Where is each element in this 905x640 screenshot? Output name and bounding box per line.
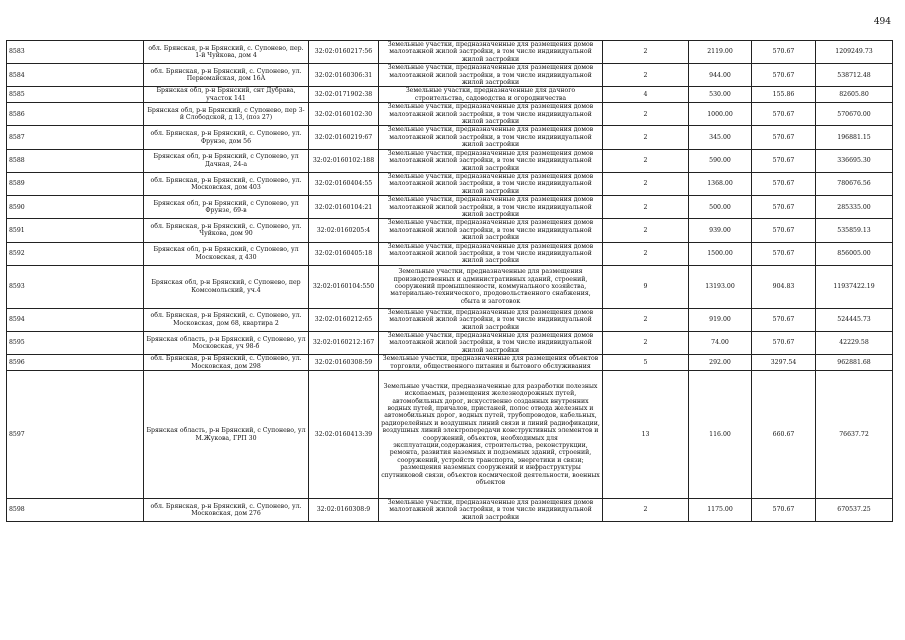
land-use-cell: Земельные участки, предназначенные для размещения домов малоэтажной жилой застройки, в том числе индивидуальной жилой застройки [379,219,603,242]
address-cell: Брянская обл, р-н Брянский, с Супонево, пер Комсомольский, уч.4 [144,265,309,308]
area-cell: 939.00 [689,219,752,242]
group-cell: 9 [603,265,689,308]
table-row [7,103,893,126]
specific-value-cell: 660.67 [752,371,816,499]
area-cell: 1000.00 [689,103,752,126]
cadastral-value-cell: 856005.00 [816,242,893,265]
cadastral-number-cell: 32:02:0160405:18 [309,242,379,265]
specific-value-cell: 570.67 [752,103,816,126]
specific-value-cell: 904.83 [752,265,816,308]
area-cell: 292.00 [689,355,752,371]
cadastral-value-cell: 196881.15 [816,126,893,149]
cadastral-value-cell: 538712.48 [816,64,893,87]
area-cell: 116.00 [689,371,752,499]
cadastral-number-cell: 32:02:0160306:31 [309,64,379,87]
cadastral-value-table [6,40,893,522]
land-use-cell: Земельные участки, предназначенные для размещения домов малоэтажной жилой застройки, в том числе индивидуальной жилой застройки [379,242,603,265]
cadastral-value-cell: 1209249.73 [816,41,893,64]
specific-value-cell: 570.67 [752,64,816,87]
cadastral-value-cell: 962881.68 [816,355,893,371]
specific-value-cell: 570.67 [752,126,816,149]
group-cell: 2 [603,103,689,126]
land-use-cell: Земельные участки, предназначенные для размещения производственных и административных зданий, строений, сооружений промышленности, коммунального хозяйства, материально-технического, продовольственного снабжения, сбыта и заготовок [379,265,603,308]
table-row [7,265,893,308]
cadastral-number-cell: 32:02:0160104:550 [309,265,379,308]
specific-value-cell: 570.67 [752,308,816,331]
row-number: 8592 [7,242,144,265]
group-cell: 2 [603,149,689,172]
area-cell: 919.00 [689,308,752,331]
area-cell: 1500.00 [689,242,752,265]
cadastral-number-cell: 32:02:0160102:188 [309,149,379,172]
cadastral-number-cell: 32:02:0160205:4 [309,219,379,242]
cadastral-number-cell: 32:02:0160217:56 [309,41,379,64]
row-number: 8583 [7,41,144,64]
land-use-cell: Земельные участки, предназначенные для размещения объектов торговли, общественного питания и бытового обслуживания [379,355,603,371]
cadastral-value-cell: 42229.58 [816,332,893,355]
land-use-cell: Земельные участки, предназначенные для размещения домов малоэтажной жилой застройки, в том числе индивидуальной жилой застройки [379,172,603,195]
row-number: 8586 [7,103,144,126]
specific-value-cell: 570.67 [752,332,816,355]
land-use-cell: Земельные участки, предназначенные для размещения домов малоэтажной жилой застройки, в том числе индивидуальной жилой застройки [379,64,603,87]
page-number: 494 [873,17,891,27]
cadastral-value-cell: 82605.80 [816,87,893,103]
row-number: 8585 [7,87,144,103]
table-row [7,242,893,265]
table-row [7,41,893,64]
specific-value-cell: 570.67 [752,41,816,64]
row-number: 8595 [7,332,144,355]
specific-value-cell: 570.67 [752,172,816,195]
row-number: 8584 [7,64,144,87]
address-cell: Брянская область, р-н Брянский, с Супонево, ул Московская, уч 98-б [144,332,309,355]
address-cell: обл. Брянская, р-н Брянский, с. Супонево, ул. Московская, дом 403 [144,172,309,195]
address-cell: Брянская обл, р-н Брянский, снт Дубрава, участок 141 [144,87,309,103]
area-cell: 74.00 [689,332,752,355]
land-use-cell: Земельные участки, предназначенные для размещения домов малоэтажной жилой застройки, в том числе индивидуальной жилой застройки [379,126,603,149]
table-row [7,126,893,149]
cadastral-number-cell: 32:02:0160212:65 [309,308,379,331]
group-cell: 2 [603,41,689,64]
land-use-cell: Земельные участки, предназначенные для размещения домов малоэтажной жилой застройки, в том числе индивидуальной жилой застройки [379,41,603,64]
address-cell: обл. Брянская, р-н Брянский, с. Супонево, ул. Московская, дом 298 [144,355,309,371]
table-row [7,196,893,219]
table-row [7,219,893,242]
specific-value-cell: 570.67 [752,149,816,172]
cadastral-number-cell: 32:02:0160308:59 [309,355,379,371]
table-row [7,332,893,355]
table-row [7,149,893,172]
address-cell: Брянская обл, р-н Брянский, с Супонево, ул Фрунзе, 69-в [144,196,309,219]
land-use-cell: Земельные участки, предназначенные для размещения домов малоэтажной жилой застройки, в том числе индивидуальной жилой застройки [379,308,603,331]
address-cell: обл. Брянская, р-н Брянский, с. Супонево, ул. Московская, дом 68, квартира 2 [144,308,309,331]
group-cell: 2 [603,308,689,331]
row-number: 8587 [7,126,144,149]
row-number: 8591 [7,219,144,242]
cadastral-value-cell: 76637.72 [816,371,893,499]
cadastral-value-cell: 336695.30 [816,149,893,172]
row-number: 8589 [7,172,144,195]
cadastral-number-cell: 32:02:0171902:38 [309,87,379,103]
cadastral-number-cell: 32:02:0160102:30 [309,103,379,126]
area-cell: 1368.00 [689,172,752,195]
table-row [7,355,893,371]
row-number: 8594 [7,308,144,331]
land-use-cell: Земельные участки, предназначенные для дачного строительства, садоводства и огородничества [379,87,603,103]
area-cell: 590.00 [689,149,752,172]
group-cell: 4 [603,87,689,103]
row-number: 8593 [7,265,144,308]
row-number: 8590 [7,196,144,219]
group-cell: 2 [603,242,689,265]
cadastral-number-cell: 32:02:0160413:39 [309,371,379,499]
address-cell: обл. Брянская, р-н Брянский, с. Супонево, ул. Московская, дом 276 [144,499,309,522]
specific-value-cell: 570.67 [752,242,816,265]
cadastral-value-cell: 285335.00 [816,196,893,219]
specific-value-cell: 570.67 [752,499,816,522]
group-cell: 2 [603,126,689,149]
row-number: 8598 [7,499,144,522]
land-use-cell: Земельные участки, предназначенные для размещения домов малоэтажной жилой застройки, в том числе индивидуальной жилой застройки [379,332,603,355]
land-use-cell: Земельные участки, предназначенные для размещения домов малоэтажной жилой застройки, в том числе индивидуальной жилой застройки [379,196,603,219]
row-number: 8588 [7,149,144,172]
table-row [7,87,893,103]
area-cell: 2119.00 [689,41,752,64]
cadastral-value-cell: 570670.00 [816,103,893,126]
specific-value-cell: 3297.54 [752,355,816,371]
cadastral-number-cell: 32:02:0160308:9 [309,499,379,522]
table-row [7,172,893,195]
cadastral-value-cell: 780676.56 [816,172,893,195]
group-cell: 2 [603,332,689,355]
cadastral-number-cell: 32:02:0160219:67 [309,126,379,149]
cadastral-value-cell: 524445.73 [816,308,893,331]
specific-value-cell: 570.67 [752,219,816,242]
specific-value-cell: 155.86 [752,87,816,103]
row-number: 8596 [7,355,144,371]
land-use-cell: Земельные участки, предназначенные для размещения домов малоэтажной жилой застройки, в том числе индивидуальной жилой застройки [379,103,603,126]
address-cell: Брянская обл, р-н Брянский, с Супонево, ул Московская, д 430 [144,242,309,265]
group-cell: 13 [603,371,689,499]
land-use-cell: Земельные участки, предназначенные для разработки полезных ископаемых, размещения железнодорожных путей, автомобильных дорог, искусственно созданных внутренних водных путей, причалов, пристаней, полос отвода железных и автомобильных дорог, водных путей, трубопроводов, кабельных, радиорелейных и воздушных линий связи и линий радиофикации, воздушных линий электропередачи конструктивных элементов и сооружений, объектов, необходимых для эксплуатации,содержания, строительства, реконструкции, ремонта, развития наземных и подземных зданий, строений, сооружений, устройств транспорта, энергетики и связи; размещения наземных сооружений и инфраструктуры спутниковой связи, объектов космической деятельности, военных объектов [379,371,603,499]
specific-value-cell: 570.67 [752,196,816,219]
area-cell: 944.00 [689,64,752,87]
area-cell: 500.00 [689,196,752,219]
cadastral-number-cell: 32:02:0160404:55 [309,172,379,195]
group-cell: 2 [603,172,689,195]
address-cell: обл. Брянская, р-н Брянский, с. Супонево, пер. 1-й Чуйкова, дом 4 [144,41,309,64]
area-cell: 13193.00 [689,265,752,308]
group-cell: 2 [603,196,689,219]
table-row [7,371,893,499]
cadastral-number-cell: 32:02:0160212:167 [309,332,379,355]
cadastral-value-cell: 11937422.19 [816,265,893,308]
group-cell: 2 [603,499,689,522]
cadastral-value-cell: 670537.25 [816,499,893,522]
land-use-cell: Земельные участки, предназначенные для размещения домов малоэтажной жилой застройки, в том числе индивидуальной жилой застройки [379,149,603,172]
address-cell: Брянская область, р-н Брянский, с Супонево, ул М.Жукова, ГРП 30 [144,371,309,499]
table-row [7,499,893,522]
row-number: 8597 [7,371,144,499]
address-cell: обл. Брянская, р-н Брянский, с. Супонево, ул. Фрунзе, дом 56 [144,126,309,149]
area-cell: 345.00 [689,126,752,149]
area-cell: 530.00 [689,87,752,103]
table-row [7,64,893,87]
cadastral-number-cell: 32:02:0160104:21 [309,196,379,219]
address-cell: Брянская обл, р-н Брянский, с Супонево, ул Дачная, 24-а [144,149,309,172]
area-cell: 1175.00 [689,499,752,522]
group-cell: 5 [603,355,689,371]
address-cell: Брянская обл, р-н Брянский, с Супонево, пер 3-й Слободской, д 13, (поз 27) [144,103,309,126]
land-use-cell: Земельные участки, предназначенные для размещения домов малоэтажной жилой застройки, в том числе индивидуальной жилой застройки [379,499,603,522]
address-cell: обл. Брянская, р-н Брянский, с. Супонево, ул. Чуйкова, дом 90 [144,219,309,242]
address-cell: обл. Брянская, р-н Брянский, с. Супонево, ул. Первомайская, дом 16А [144,64,309,87]
table-row [7,308,893,331]
group-cell: 2 [603,219,689,242]
cadastral-value-cell: 535859.13 [816,219,893,242]
group-cell: 2 [603,64,689,87]
